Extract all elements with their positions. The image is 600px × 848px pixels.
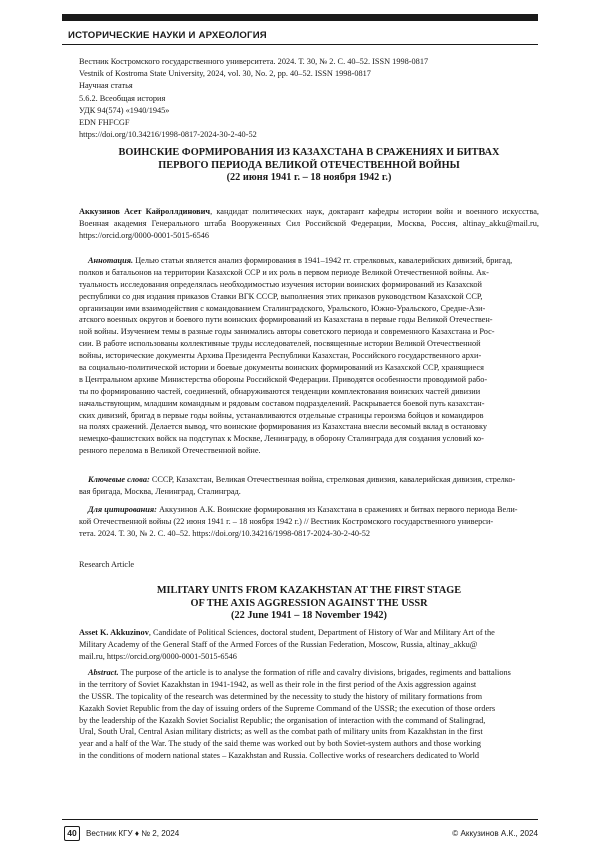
ru-author [79,206,539,242]
meta-line: Научная статья [79,81,133,91]
abstract-line: ва социально-политической истории и боевые документы воинских формирований из Казахской ССР, хранящиеся [79,363,484,373]
ru-title-line: ВОИНСКИЕ ФОРМИРОВАНИЯ ИЗ КАЗАХСТАНА В СРАЖЕНИЯХ И БИТВАХ [118,147,500,158]
en-title-line: OF THE AXIS AGGRESSION AGAINST THE USSR [190,597,428,609]
abstract-line: ренного перелома в Великой Отечественной войне. [79,446,261,456]
ru-keywords [79,474,539,498]
en-author [79,627,539,663]
meta-line: 5.6.2. Всеобщая история [79,93,166,103]
abstract-line: атского военных округов и боевого пути воинских формирований из Казахстана в первые годы Великой Отечествен- [79,315,493,325]
header-bar [62,14,538,21]
en-abstract-line: by the leadership of the Kazakh Soviet Socialist Republic; the organisation of interaction with the command of Stalingrad, [79,715,486,725]
en-abstract-line: year and a half of the War. The study of the said theme was worked out by both Soviet-system authors and those working [79,739,482,749]
en-abstract-label: Abstract. [88,668,119,677]
abstract-line: немецко-фашистских войск на подступах к Москве, Ленинграду, в оборону Сталинграда для создания условий ко- [79,434,484,444]
footer-copyright: © Аккузинов А.К., 2024 [452,829,538,838]
en-author-name: Asset K. Akkuzinov [79,628,149,637]
abstract-line: на полях сражений. Делается вывод, что воинские формирования из Казахстана внесли весомый вклад в остановку [79,422,488,432]
ru-title-line: ПЕРВОГО ПЕРИОДА ВЕЛИКОЙ ОТЕЧЕСТВЕННОЙ ВОЙНЫ [158,159,460,171]
en-abstract-line: Ural, South Ural, Central Asian military districts; as well as the combat path of military units from Kazakhstan in the first [79,727,483,737]
research-article-label: Research Article [79,560,135,569]
citation-line: Для цитирования: Аккузинов А.К. Воинские формирования из Казахстана в сражениях и битвах первого периода Вели- [88,505,518,514]
meta-line: EDN FHFCGF [79,118,130,128]
meta-line: Vestnik of Kostroma State University, 2024, vol. 30, No. 2, pp. 40–52. ISSN 1998-0817 [79,69,371,79]
abstract-line: Аннотация. Целью статьи является анализ формирования в 1941–1942 гг. стрелковых, кавалерийских дивизий, бригад, [88,256,513,265]
keywords-line: Ключевые слова: СССР, Казахстан, Великая Отечественная война, стрелковая дивизия, кавалерийская дивизия, стрелко- [88,475,516,484]
ru-author-info: , кандидат политических наук, доктарант кафедры истории войн и военного искусства, Военная академия Генерального штаба Вооруженных Сил Российской Федерации, Москва, Россия, altinay_akku@mail.ru, https://orcid.org/0000-0001-5015-6546 [79,207,539,240]
ru-citation-label: Для цитирования: [88,505,157,514]
ru-citation [79,504,539,540]
footer-journal: Вестник КГУ ♦ № 2, 2024 [86,829,180,838]
en-abstract-line: in the territory of Soviet Kazakhstan in 1941-1942, as well as their role in the first period of the Axis aggression against [79,679,477,689]
abstract-line: республики со дня издания приказов Ставки ВГК СССР, выполнения этих приказов руководством Казахской ССР, [79,291,483,301]
en-abstract-line: Abstract. The purpose of the article is to analyse the formation of rifle and cavalry divisions, brigades, regiments and battalions [88,668,511,677]
abstract-line: ты по формированию частей, соединений, обнаруживаются тенденции комплектования воинских частей дивизии [79,386,481,396]
en-abstract-line: Kazakh Soviet Republic from the day of issuing orders of the Supreme Command of the USSR; the execution of those orders [79,703,496,713]
abstract-line: туальность исследования определялась необходимостью изучения истории воинских формирований из Казахской [79,279,482,289]
citation-line: кой Отечественной войны (22 июня 1941 г. – 18 ноября 1942 г.) // Вестник Костромского государственного универси- [79,516,494,526]
ru-abstract-label: Аннотация. [88,256,134,265]
section-header: ИСТОРИЧЕСКИЕ НАУКИ И АРХЕОЛОГИЯ [68,30,267,41]
ru-title-line: (22 июня 1941 г. – 18 ноября 1942 г.) [226,172,392,184]
ru-abstract [79,255,539,457]
abstract-line: ной войны. Изучением темы в разные годы занимались авторы советского периода и современного Казахстана и Рос- [79,327,495,337]
publication-meta [79,56,428,141]
en-abstract-line: in the conditions of modern national states – Kazakhstan and Russia. Collective works of researchers dedicated to World [79,751,480,761]
keywords-line: вая бригада, Москва, Ленинград, Сталинград. [79,486,241,496]
en-author-line: Asset K. Akkuzinov, Candidate of Political Sciences, doctoral student, Department of History of War and Military Art of the [79,628,495,637]
ru-title [79,147,539,185]
header-rule [62,44,538,45]
ru-author-name: Аккузинов Асет Кайроллдинович [79,207,211,216]
ru-keywords-label: Ключевые слова: [88,475,150,484]
en-title-line: MILITARY UNITS FROM KAZAKHSTAN AT THE FIRST STAGE [156,585,462,596]
meta-line: УДК 94(574) «1940/1945» [79,105,170,115]
meta-line: Вестник Костромского государственного университета. 2024. Т. 30, № 2. С. 40–52. ISSN 1998-0817 [79,57,429,66]
abstract-line: начальствующим, младшим командным и рядовым составом подразделений. Раскрывается боевой путь казахстан- [79,398,485,408]
en-title [79,585,539,623]
abstract-line: в Центральном архиве Министерства обороны Российской Федерации. Приводятся особенности проводимой рабо- [79,374,488,384]
en-abstract [79,667,539,762]
abstract-line: организации ими взаимодействия с командованием Сталинградского, Уральского, Южно-Уральского, Средне-Ази- [79,303,486,313]
page-number: 40 [64,826,80,841]
doi-link[interactable]: https://doi.org/10.34216/1998-0817-2024-30-2-40-52 [79,130,257,140]
en-author-line: Military Academy of the General Staff of the Armed Forces of the Russian Federation, Moscow, Russia, altinay_akku@ [79,639,478,649]
abstract-line: войны, исторические документы Архива Президента Республики Казахстан, Российского государственного архи- [79,351,482,361]
en-author-line: mail.ru, https://orcid.org/0000-0001-5015-6546 [79,651,237,661]
en-title-line: (22 June 1941 – 18 November 1942) [231,610,387,622]
abstract-line: сии. В работе использованы коллективные труды исследователей, посвященные истории Великой Отечественной [79,339,481,349]
footer-rule [62,819,538,820]
abstract-line: ских дивизий, бригад в первые годы войны, устанавливаются отдельные страницы героизма бойцов и командиров [79,410,484,420]
abstract-line: полков и батальонов на территории Казахской ССР и их роль в первом периоде Великой Отечественной войны. Ак- [79,267,489,277]
en-abstract-line: the USSR. The topicality of the research was determined by the necessity to study the history of military formations from [79,691,483,701]
citation-line: тета. 2024. Т. 30, № 2. С. 40–52. https://doi.org/10.34216/1998-0817-2024-30-2-40-52 [79,528,371,538]
